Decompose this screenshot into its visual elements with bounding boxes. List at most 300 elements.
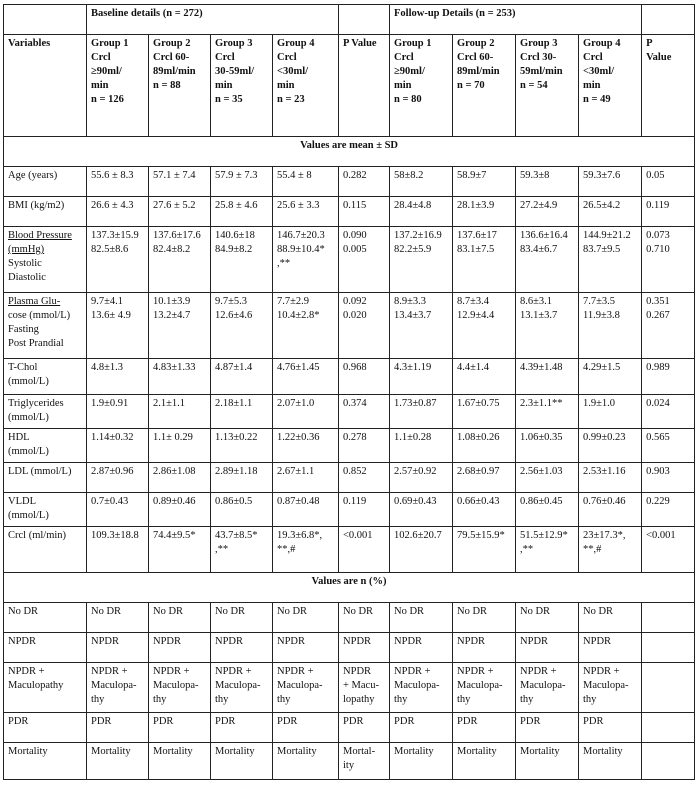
cell-line: PDR (583, 716, 604, 727)
table-cell (453, 633, 516, 663)
baseline-group-1-header (87, 35, 149, 137)
table-cell (339, 359, 390, 395)
table-cell (273, 227, 339, 293)
table-cell (390, 227, 453, 293)
baseline-group-3-header (211, 35, 273, 137)
cell-line: No DR (520, 606, 551, 617)
table-cell (339, 227, 390, 293)
table-cell (516, 167, 579, 197)
table-row (4, 527, 695, 573)
cell-line: 51.5±12.9* (520, 530, 568, 541)
cell-line: Crcl (277, 52, 297, 63)
table-cell (273, 395, 339, 429)
cell-line: ≥90ml/ (91, 66, 122, 77)
cell-line: PDR (277, 716, 298, 727)
cell-line: (mmol/L) (8, 376, 49, 387)
cell-line: 0.005 (343, 244, 367, 255)
table-cell (211, 603, 273, 633)
followup-group-3-header (516, 35, 579, 137)
cell-line: NPDR (8, 636, 37, 647)
cell-line: Mortality (8, 746, 48, 757)
row-label (4, 395, 87, 429)
cell-line: ity (343, 760, 355, 771)
table-cell (149, 743, 211, 780)
table-cell (390, 493, 453, 527)
cell-line: Crcl 60- (153, 52, 190, 63)
table-row (4, 227, 695, 293)
cell-line: HDL (8, 432, 30, 443)
followup-group-2-header (453, 35, 516, 137)
cell-line: Mortal- (343, 746, 376, 757)
cell-line: n = 49 (583, 94, 611, 105)
table-cell (149, 713, 211, 743)
table-cell (579, 227, 642, 293)
cell-line: NPDR + (153, 666, 190, 677)
cell-line: 0.092 (343, 296, 367, 307)
cell-line: Crcl (215, 52, 235, 63)
followup-group-4-header (579, 35, 642, 137)
table-cell (87, 527, 149, 573)
cell-line: 1.06±0.35 (520, 432, 563, 443)
table-cell (390, 429, 453, 463)
section-label: Values are n (%) (4, 573, 695, 603)
table-cell (453, 429, 516, 463)
cell-line: 26.5±4.2 (583, 200, 621, 211)
table-cell (273, 493, 339, 527)
cell-line: PDR (215, 716, 236, 727)
row-label (4, 713, 87, 743)
cell-line: 10.4±2.8* (277, 310, 320, 321)
section-row (4, 573, 695, 603)
table-cell (453, 395, 516, 429)
table-cell (149, 359, 211, 395)
cell-line: 9.7±5.3 (215, 296, 248, 307)
table-cell (453, 603, 516, 633)
table-cell (149, 227, 211, 293)
cell-line: 25.8 ± 4.6 (215, 200, 258, 211)
table-cell (339, 167, 390, 197)
cell-line: 89ml/min (153, 66, 196, 77)
cell-line: <0.001 (343, 530, 373, 541)
cell-line: PDR (91, 716, 112, 727)
table-cell (339, 633, 390, 663)
table-row (4, 293, 695, 359)
cell-line: 13.6± 4.9 (91, 310, 131, 321)
cell-line: 9.7±4.1 (91, 296, 124, 307)
cell-line: 4.3±1.19 (394, 362, 432, 373)
cell-line: min (215, 80, 233, 91)
cell-line: 13.2±4.7 (153, 310, 191, 321)
table-cell (273, 633, 339, 663)
cell-line: (mmol/L) (8, 412, 49, 423)
cell-line: 1.1± 0.29 (153, 432, 193, 443)
cell-line: No DR (583, 606, 614, 617)
cell-line: Maculopathy (8, 680, 64, 691)
cell-line: Systolic (8, 258, 42, 269)
cell-line: No DR (457, 606, 488, 617)
table-cell (339, 293, 390, 359)
table-row (4, 603, 695, 633)
table-cell (149, 527, 211, 573)
cell-line: PDR (394, 716, 415, 727)
table-cell (516, 359, 579, 395)
table-row (4, 359, 695, 395)
cell-line: min (394, 80, 412, 91)
cell-line: 58±8.2 (394, 170, 424, 181)
cell-line: No DR (153, 606, 184, 617)
cell-line: NPDR + (215, 666, 252, 677)
cell-line: 13.4±3.7 (394, 310, 432, 321)
cell-line: 4.39±1.48 (520, 362, 563, 373)
cell-line: 2.68±0.97 (457, 466, 500, 477)
cell-line: 28.4±4.8 (394, 200, 432, 211)
cell-line: NPDR + (520, 666, 557, 677)
baseline-p-value-header: P Value (339, 35, 390, 137)
cell-line: No DR (8, 606, 39, 617)
cell-line: NPDR (583, 636, 612, 647)
cell-line: 1.22±0.36 (277, 432, 320, 443)
cell-line: 146.7±20.3 (277, 230, 325, 241)
cell-line: 0.090 (343, 230, 367, 241)
table-cell (390, 713, 453, 743)
table-row (4, 463, 695, 493)
table-cell (453, 663, 516, 713)
cell-line: 59.3±8 (520, 170, 550, 181)
cell-line: 2.18±1.1 (215, 398, 253, 409)
table-cell (390, 633, 453, 663)
row-label (4, 493, 87, 527)
cell-line: No DR (277, 606, 308, 617)
cell-line: 12.9±4.4 (457, 310, 495, 321)
cell-line: Maculopa- (583, 680, 629, 691)
cell-line: 0.76±0.46 (583, 496, 626, 507)
cell-line: 1.9±0.91 (91, 398, 129, 409)
cell-line: lopathy (343, 694, 375, 705)
cell-line: Mortality (91, 746, 131, 757)
table-cell (453, 527, 516, 573)
cell-line: NPDR (394, 636, 423, 647)
table-cell (390, 743, 453, 780)
cell-line: 144.9±21.2 (583, 230, 631, 241)
row-label (4, 527, 87, 573)
cell-line: thy (215, 694, 229, 705)
cell-line: NPDR (277, 636, 306, 647)
cell-line: 0.86±0.45 (520, 496, 563, 507)
cell-line: 0.073 (646, 230, 670, 241)
table-cell (579, 293, 642, 359)
row-label (4, 429, 87, 463)
cell-line: No DR (394, 606, 425, 617)
cell-line: Maculopa- (520, 680, 566, 691)
cell-line: 8.9±3.3 (394, 296, 427, 307)
cell-line: 1.14±0.32 (91, 432, 134, 443)
cell-line: Group 3 (520, 38, 558, 49)
row-label (4, 293, 87, 359)
table-cell (516, 227, 579, 293)
cell-line: 27.6 ± 5.2 (153, 200, 196, 211)
cell-line: 79.5±15.9* (457, 530, 505, 541)
table-cell (642, 197, 695, 227)
row-label (4, 633, 87, 663)
cell-line: Post Prandial (8, 338, 64, 349)
table-cell (149, 663, 211, 713)
cell-line: 11.9±3.8 (583, 310, 620, 321)
cell-line: Mortality (520, 746, 560, 757)
cell-line: 1.1±0.28 (394, 432, 432, 443)
cell-line: Group 4 (583, 38, 621, 49)
cell-line: Plasma Glu- (8, 296, 61, 307)
baseline-group-2-header (149, 35, 211, 137)
document-page (3, 4, 694, 780)
cell-line: 26.6 ± 4.3 (91, 200, 134, 211)
cell-line: 8.7±3.4 (457, 296, 490, 307)
cell-line: P (646, 38, 653, 49)
cell-line: 0.87±0.48 (277, 496, 320, 507)
table-cell (390, 395, 453, 429)
cell-line: 55.4 ± 8 (277, 170, 312, 181)
table-cell (149, 197, 211, 227)
cell-line: PDR (457, 716, 478, 727)
cell-line: n = 126 (91, 94, 124, 105)
followup-group-1-header (390, 35, 453, 137)
table-cell (339, 493, 390, 527)
table-cell (579, 603, 642, 633)
table-cell (211, 713, 273, 743)
table-cell (642, 603, 695, 633)
cell-line: 1.67±0.75 (457, 398, 500, 409)
table-cell (453, 167, 516, 197)
table-cell (87, 395, 149, 429)
cell-line: 0.374 (343, 398, 367, 409)
cell-line: 2.89±1.18 (215, 466, 258, 477)
cell-line: + Macu- (343, 680, 379, 691)
table-cell (516, 293, 579, 359)
table-cell (390, 293, 453, 359)
cell-line: Maculopa- (215, 680, 261, 691)
table-cell (642, 713, 695, 743)
section-label: Values are mean ± SD (4, 137, 695, 167)
table-cell (87, 293, 149, 359)
cell-line: 82.5±8.6 (91, 244, 129, 255)
cell-line: 88.9±10.4* (277, 244, 325, 255)
section-row (4, 137, 695, 167)
table-cell (579, 493, 642, 527)
table-cell (642, 293, 695, 359)
table-cell (339, 197, 390, 227)
cell-line: Maculopa- (457, 680, 503, 691)
cell-line: 0.852 (343, 466, 367, 477)
table-cell (516, 633, 579, 663)
cell-line: 0.89±0.46 (153, 496, 196, 507)
cell-line: 55.6 ± 8.3 (91, 170, 134, 181)
table-cell (453, 293, 516, 359)
cell-line: Group 1 (394, 38, 432, 49)
cell-line: 74.4±9.5* (153, 530, 196, 541)
cell-line: 0.119 (646, 200, 670, 211)
cell-line: 2.56±1.03 (520, 466, 563, 477)
cell-line: No DR (91, 606, 122, 617)
table-cell (273, 197, 339, 227)
table-cell (642, 429, 695, 463)
table-cell (87, 713, 149, 743)
cell-line: Mortality (215, 746, 255, 757)
table-row (4, 197, 695, 227)
cell-line: PDR (343, 716, 364, 727)
table-cell (579, 359, 642, 395)
cell-line: 0.229 (646, 496, 670, 507)
cell-line: thy (394, 694, 408, 705)
cell-line: Mortality (153, 746, 193, 757)
table-cell (579, 429, 642, 463)
cell-line: 0.989 (646, 362, 670, 373)
row-label (4, 359, 87, 395)
cell-line: ≥90ml/ (394, 66, 425, 77)
cell-line: 1.08±0.26 (457, 432, 500, 443)
table-cell (87, 359, 149, 395)
table-row (4, 429, 695, 463)
cell-line: NPDR + (277, 666, 314, 677)
table-cell (642, 167, 695, 197)
cell-line: Fasting (8, 324, 39, 335)
table-cell (339, 527, 390, 573)
cell-line: No DR (343, 606, 374, 617)
cell-line: 137.3±15.9 (91, 230, 139, 241)
cell-line: **,# (277, 544, 296, 555)
cell-line: 136.6±16.4 (520, 230, 568, 241)
cell-line: n = 35 (215, 94, 243, 105)
cell-line: Value (646, 52, 672, 63)
table-cell (453, 359, 516, 395)
cell-line: 4.76±1.45 (277, 362, 320, 373)
header-empty-cell (4, 5, 87, 35)
table-cell (87, 493, 149, 527)
cell-line: Maculopa- (277, 680, 323, 691)
table-row (4, 167, 695, 197)
table-cell (339, 663, 390, 713)
table-cell (453, 463, 516, 493)
cell-line: min (277, 80, 295, 91)
cell-line: 109.3±18.8 (91, 530, 139, 541)
table-cell (339, 743, 390, 780)
cell-line: thy (153, 694, 167, 705)
table-cell (642, 743, 695, 780)
cell-line: (mmol/L) (8, 510, 49, 521)
table-cell (453, 227, 516, 293)
row-label (4, 463, 87, 493)
row-label (4, 197, 87, 227)
cell-line: 0.903 (646, 466, 670, 477)
cell-line: VLDL (8, 496, 36, 507)
baseline-group-4-header (273, 35, 339, 137)
cell-line: Blood Pressure (8, 230, 72, 241)
table-cell (390, 663, 453, 713)
followup-header: Follow-up Details (n = 253) (390, 5, 642, 35)
table-cell (87, 167, 149, 197)
cell-line: Mortality (277, 746, 317, 757)
cell-line: cose (mmol/L) (8, 310, 71, 321)
table-cell (273, 359, 339, 395)
table-cell (516, 713, 579, 743)
cell-line: 0.115 (343, 200, 367, 211)
table-cell (211, 743, 273, 780)
table-cell (339, 603, 390, 633)
cell-line: NPDR (520, 636, 549, 647)
cell-line: n = 23 (277, 94, 305, 105)
cell-line: Diastolic (8, 272, 46, 283)
table-cell (579, 713, 642, 743)
cell-line: Mortality (457, 746, 497, 757)
cell-line: min (91, 80, 109, 91)
table-cell (516, 197, 579, 227)
cell-line: Triglycerides (8, 398, 64, 409)
cell-line: (mmol/L) (8, 446, 49, 457)
cell-line: 4.8±1.3 (91, 362, 124, 373)
cell-line: 0.05 (646, 170, 665, 181)
cell-line: (mmHg) (8, 244, 45, 255)
cell-line: Mortality (583, 746, 623, 757)
table-cell (149, 395, 211, 429)
table-cell (211, 359, 273, 395)
cell-line: <30ml/ (277, 66, 309, 77)
cell-line: 0.66±0.43 (457, 496, 500, 507)
cell-line: 43.7±8.5* (215, 530, 258, 541)
table-cell (642, 493, 695, 527)
table-cell (211, 493, 273, 527)
baseline-header: Baseline details (n = 272) (87, 5, 339, 35)
cell-line: 1.9±1.0 (583, 398, 616, 409)
cell-line: ,** (215, 544, 229, 555)
cell-line: 0.7±0.43 (91, 496, 129, 507)
cell-line: Crcl (394, 52, 414, 63)
cell-line: 0.020 (343, 310, 367, 321)
table-cell (149, 167, 211, 197)
cell-line: PDR (520, 716, 541, 727)
table-cell (273, 713, 339, 743)
cell-line: Mortality (394, 746, 434, 757)
table-cell (273, 603, 339, 633)
cell-line: T-Chol (8, 362, 38, 373)
table-cell (453, 197, 516, 227)
cell-line: 19.3±6.8*, (277, 530, 323, 541)
table-row (4, 713, 695, 743)
header-empty-cell (642, 5, 695, 35)
cell-line: 0.351 (646, 296, 670, 307)
table-cell (390, 197, 453, 227)
table-row (4, 663, 695, 713)
cell-line: <30ml/ (583, 66, 615, 77)
cell-line: 137.6±17 (457, 230, 497, 241)
cell-line: n = 80 (394, 94, 422, 105)
cell-line: 25.6 ± 3.3 (277, 200, 320, 211)
cell-line: Crcl 30- (520, 52, 557, 63)
table-cell (390, 527, 453, 573)
cell-line: thy (457, 694, 471, 705)
table-cell (579, 633, 642, 663)
cell-line: 7.7±3.5 (583, 296, 616, 307)
cell-line: 57.1 ± 7.4 (153, 170, 196, 181)
cell-line: 0.968 (343, 362, 367, 373)
cell-line: 1.73±0.87 (394, 398, 437, 409)
cell-line: thy (583, 694, 597, 705)
table-cell (579, 743, 642, 780)
table-cell (273, 743, 339, 780)
cell-line: NPDR + (583, 666, 620, 677)
table-cell (87, 743, 149, 780)
cell-line: NPDR + (8, 666, 45, 677)
cell-line: min (583, 80, 601, 91)
cell-line: 57.9 ± 7.3 (215, 170, 258, 181)
cell-line: n = 54 (520, 80, 548, 91)
